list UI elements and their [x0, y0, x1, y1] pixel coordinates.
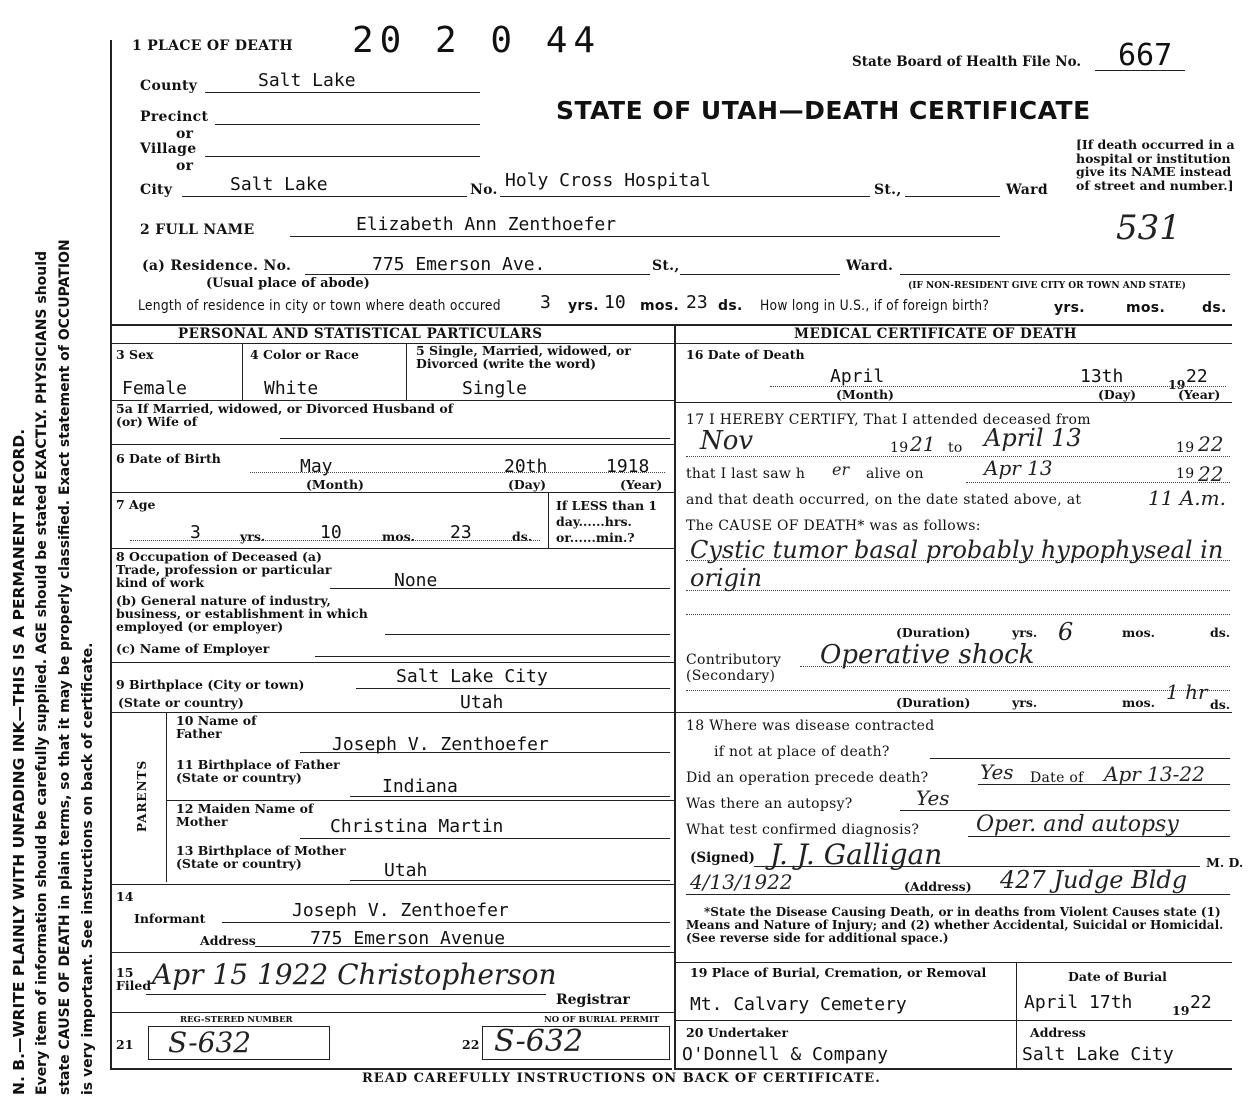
death-year-prefix: 19	[1168, 377, 1186, 392]
res-ds-label: ds.	[718, 298, 743, 314]
birthplace-state-label: (State or country)	[118, 695, 244, 710]
mother-label: 12 Maiden Name of Mother	[176, 801, 314, 829]
or-label-1: or	[176, 126, 194, 142]
dur-mos-label-1: mos.	[1122, 625, 1155, 640]
industry-label: (b) General nature of industry, business, or establishment in which employed (or employer)	[116, 593, 368, 634]
mother-birth-label: 13 Birthplace of Mother (State or country)	[176, 843, 346, 871]
city-label: City	[140, 182, 173, 198]
birth-month-cap: (Month)	[306, 477, 364, 492]
last-saw-date: Apr 13	[984, 456, 1053, 480]
attended-to: April 13	[984, 424, 1082, 452]
undertaker: O'Donnell & Company	[682, 1044, 888, 1065]
sidebar-line-3: state CAUSE OF DEATH in plain terms, so that it may be properly classified. Exact statement of OCCUPATION	[57, 239, 73, 1095]
no-label: No.	[470, 182, 498, 198]
autopsy-label: Was there an autopsy?	[686, 796, 853, 812]
dur-yrs-label-1: yrs.	[1012, 625, 1038, 640]
death-day: 13th	[1080, 366, 1124, 387]
birth-year-cap: (Year)	[620, 477, 663, 492]
marital-label: 5 Single, Married, widowed, or Divorced (write the word)	[416, 343, 631, 371]
residence-ward-label: Ward.	[846, 258, 894, 274]
residence-label: (a) Residence. No.	[142, 258, 292, 274]
q18b-label: if not at place of death?	[714, 744, 890, 760]
attended-to-year: 22	[1198, 432, 1224, 456]
certificate-number: 20 2 0 44	[352, 20, 602, 61]
death-month: April	[830, 366, 885, 387]
year-prefix-3: 19	[1176, 466, 1195, 482]
full-name-value: Elizabeth Ann Zenthoefer	[356, 214, 617, 235]
parents-label: PARENTS	[135, 759, 149, 832]
address-label: (Address)	[904, 879, 972, 894]
county-label: County	[140, 78, 198, 94]
reg-no-number: 21	[116, 1037, 134, 1052]
birth-day: 20th	[504, 456, 548, 477]
operation-value: Yes	[980, 760, 1014, 784]
ward-label: Ward	[1006, 182, 1048, 198]
color-value: White	[264, 378, 319, 399]
dur-mos-label-2: mos.	[1122, 695, 1155, 710]
burial-date-label: Date of Burial	[1068, 969, 1167, 984]
last-saw-him: er	[832, 460, 850, 479]
reg-no-label: REG-STERED NUMBER	[180, 1015, 293, 1025]
sidebar-line-4: is very important. See instructions on back of certificate.	[80, 642, 96, 1095]
foreign-mos-label: mos.	[1126, 300, 1166, 316]
father-birth-value: Indiana	[382, 776, 458, 797]
burial-date: April 17th	[1024, 992, 1133, 1013]
age-yrs-label: yrs.	[240, 529, 266, 544]
usual-abode-label: (Usual place of abode)	[206, 276, 370, 291]
birth-year: 1918	[606, 456, 650, 477]
less-than-day-label: If LESS than 1 day......hrs. or......min.?	[556, 498, 658, 545]
footer-instructions: READ CAREFULLY INSTRUCTIONS ON BACK OF CERTIFICATE.	[362, 1071, 881, 1086]
alive-on-label: alive on	[866, 466, 924, 482]
informant-label: Informant	[134, 911, 206, 926]
length-residence-label: Length of residence in city or town where death occured	[138, 298, 501, 314]
death-day-cap: (Day)	[1098, 387, 1137, 402]
age-mos-label: mos.	[382, 529, 415, 544]
birthplace-label: 9 Birthplace (City or town)	[116, 677, 305, 692]
sign-date: 4/13/1922	[690, 870, 793, 894]
precinct-label: Precinct	[140, 109, 209, 125]
marital-value: Single	[462, 378, 528, 399]
informant-address: 775 Emerson Avenue	[310, 928, 506, 949]
duration-label-2: (Duration)	[896, 695, 971, 710]
village-label: Village	[140, 141, 197, 157]
res-mos-label: mos.	[640, 298, 680, 314]
mother-value: Christina Martin	[330, 816, 504, 837]
employer-label: (c) Name of Employer	[116, 641, 270, 656]
occupation-label: 8 Occupation of Deceased (a) Trade, profession or particular kind of work	[116, 549, 332, 590]
sidebar-line-2: Every item of information should be carefully supplied. AGE should be stated EXACTLY. PHYSICIANS should	[34, 250, 50, 1095]
certify-text: 17 I HEREBY CERTIFY, That I attended deceased from	[686, 412, 1091, 428]
death-month-cap: (Month)	[836, 387, 894, 402]
burial-place-label: 19 Place of Burial, Cremation, or Removal	[690, 965, 987, 980]
spouse-label: 5a If Married, widowed, or Divorced Husband of (or) Wife of	[116, 401, 454, 429]
registrar-label: Registrar	[556, 992, 630, 1008]
foreign-birth-label: How long in U.S., if of foreign birth?	[760, 298, 990, 314]
filed-label: 15 Filed	[116, 965, 152, 993]
residence-value: 775 Emerson Ave.	[372, 254, 546, 275]
test-value: Oper. and autopsy	[976, 812, 1179, 837]
age-label: 7 Age	[116, 497, 156, 512]
undertaker-label: 20 Undertaker	[686, 1025, 789, 1040]
certificate-title: STATE OF UTAH—DEATH CERTIFICATE	[556, 96, 1091, 125]
father-label: 10 Name of Father	[176, 713, 257, 741]
father-birth-label: 11 Birthplace of Father (State or country)	[176, 757, 340, 785]
age-mos: 10	[320, 522, 342, 543]
dur-ds-label-1: ds.	[1210, 625, 1231, 640]
sex-value: Female	[122, 378, 188, 399]
burial-permit-value: S-632	[494, 1024, 584, 1059]
frame-left	[110, 40, 112, 1070]
non-resident-note: (IF NON-RESIDENT GIVE CITY OR TOWN AND STATE)	[908, 281, 1186, 291]
mother-birth-value: Utah	[384, 860, 428, 881]
medical-heading: MEDICAL CERTIFICATE OF DEATH	[794, 326, 1078, 342]
sex-label: 3 Sex	[116, 347, 154, 362]
res-mos: 10	[604, 292, 626, 313]
foreign-ds-label: ds.	[1202, 300, 1227, 316]
foreign-yrs-label: yrs.	[1054, 300, 1085, 316]
last-saw-label: that I last saw h	[686, 466, 806, 482]
age-yrs: 3	[190, 522, 201, 543]
full-name-label: 2 FULL NAME	[140, 222, 255, 238]
column-divider	[674, 324, 676, 1070]
residence-st-label: St.,	[652, 258, 680, 274]
op-date-label: Date of	[1030, 770, 1084, 786]
birth-day-cap: (Day)	[508, 477, 547, 492]
attended-from: Nov	[700, 426, 754, 456]
place-of-death-label: 1 PLACE OF DEATH	[132, 38, 293, 54]
address-value: Holy Cross Hospital	[505, 170, 711, 191]
test-label: What test confirmed diagnosis?	[686, 822, 920, 838]
signed-label: (Signed)	[690, 850, 755, 866]
dur-yrs-label-2: yrs.	[1012, 695, 1038, 710]
signed-hand: J. J. Galligan	[770, 838, 943, 871]
cause-label: The CAUSE OF DEATH* was as follows:	[686, 518, 981, 534]
q18-label: 18 Where was disease contracted	[686, 718, 935, 734]
informant-value: Joseph V. Zenthoefer	[292, 900, 509, 921]
contributory-hand: Operative shock	[820, 640, 1035, 670]
personal-heading: PERSONAL AND STATISTICAL PARTICULARS	[178, 326, 543, 342]
reg-no-value: S-632	[168, 1026, 252, 1059]
filed-hand: Apr 15 1922 Christopherson	[152, 958, 557, 991]
birth-label: 6 Date of Birth	[116, 451, 221, 466]
age-ds: 23	[450, 522, 472, 543]
dur2-ds: 1 hr	[1166, 680, 1208, 704]
attended-from-year: 21	[910, 432, 936, 456]
file-no-label: State Board of Health File No.	[852, 54, 1082, 70]
file-no: 667	[1118, 38, 1173, 73]
contributory-label: Contributory (Secondary)	[686, 652, 782, 684]
undertaker-addr: Salt Lake City	[1022, 1044, 1174, 1065]
death-date-label: 16 Date of Death	[686, 347, 805, 362]
undertaker-addr-label: Address	[1030, 1025, 1086, 1040]
burial-place: Mt. Calvary Cemetery	[690, 994, 907, 1015]
burial-year: 22	[1190, 992, 1212, 1013]
death-year-cap: (Year)	[1178, 387, 1221, 402]
age-ds-label: ds.	[512, 529, 533, 544]
birthplace-city: Salt Lake City	[396, 666, 548, 687]
to-label: to	[948, 440, 963, 456]
sidebar-line-1: N. B.—WRITE PLAINLY WITH UNFADING INK—THIS IS A PERMANENT RECORD.	[10, 428, 28, 1095]
op-date-value: Apr 13-22	[1104, 762, 1205, 786]
father-value: Joseph V. Zenthoefer	[332, 734, 549, 755]
res-ds: 23	[686, 292, 708, 313]
hospital-note: [If death occurred in a hospital or institution give its NAME instead of street and number.]	[1076, 137, 1235, 193]
burial-permit-label: NO OF BURIAL PERMIT	[544, 1015, 660, 1025]
dur-ds-label-2: ds.	[1210, 697, 1231, 712]
informant-address-label: Address	[200, 933, 256, 948]
res-yrs: 3	[540, 292, 551, 313]
birthplace-state: Utah	[460, 692, 504, 713]
informant-number: 14	[116, 889, 134, 904]
duration-label-1: (Duration)	[896, 625, 971, 640]
address-hand: 427 Judge Bldg	[1000, 866, 1188, 894]
burial-year-prefix: 19	[1172, 1003, 1190, 1018]
county-value: Salt Lake	[258, 70, 356, 91]
last-saw-year: 22	[1198, 462, 1224, 486]
city-value: Salt Lake	[230, 174, 328, 195]
autopsy-value: Yes	[916, 786, 950, 810]
frame-bottom	[112, 1068, 672, 1070]
color-label: 4 Color or Race	[250, 347, 359, 362]
or-label-2: or	[176, 158, 194, 174]
year-prefix-1: 19	[890, 440, 909, 456]
footnote: *State the Disease Causing Death, or in deaths from Violent Causes state (1) Means and Nature of Injury; and (2) whether Accidental, Suicidal or Homicidal. (See reverse side for additional space.)	[686, 905, 1224, 945]
dur-mos: 6	[1058, 618, 1074, 646]
res-yrs-label: yrs.	[568, 298, 599, 314]
death-year: 22	[1186, 366, 1208, 387]
md-label: M. D.	[1206, 855, 1244, 870]
burial-permit-number: 22	[462, 1037, 480, 1052]
registered-no-hand: 531	[1116, 208, 1181, 248]
birth-month: May	[300, 456, 333, 477]
st-label: St.,	[874, 182, 902, 198]
cause-hand: Cystic tumor basal probably hypophyseal in origin	[690, 536, 1224, 592]
death-time-label: and that death occurred, on the date stated above, at	[686, 492, 1082, 508]
operation-label: Did an operation precede death?	[686, 770, 929, 786]
death-time: 11 A.m.	[1148, 486, 1226, 510]
occupation-value: None	[394, 570, 438, 591]
year-prefix-2: 19	[1176, 440, 1195, 456]
